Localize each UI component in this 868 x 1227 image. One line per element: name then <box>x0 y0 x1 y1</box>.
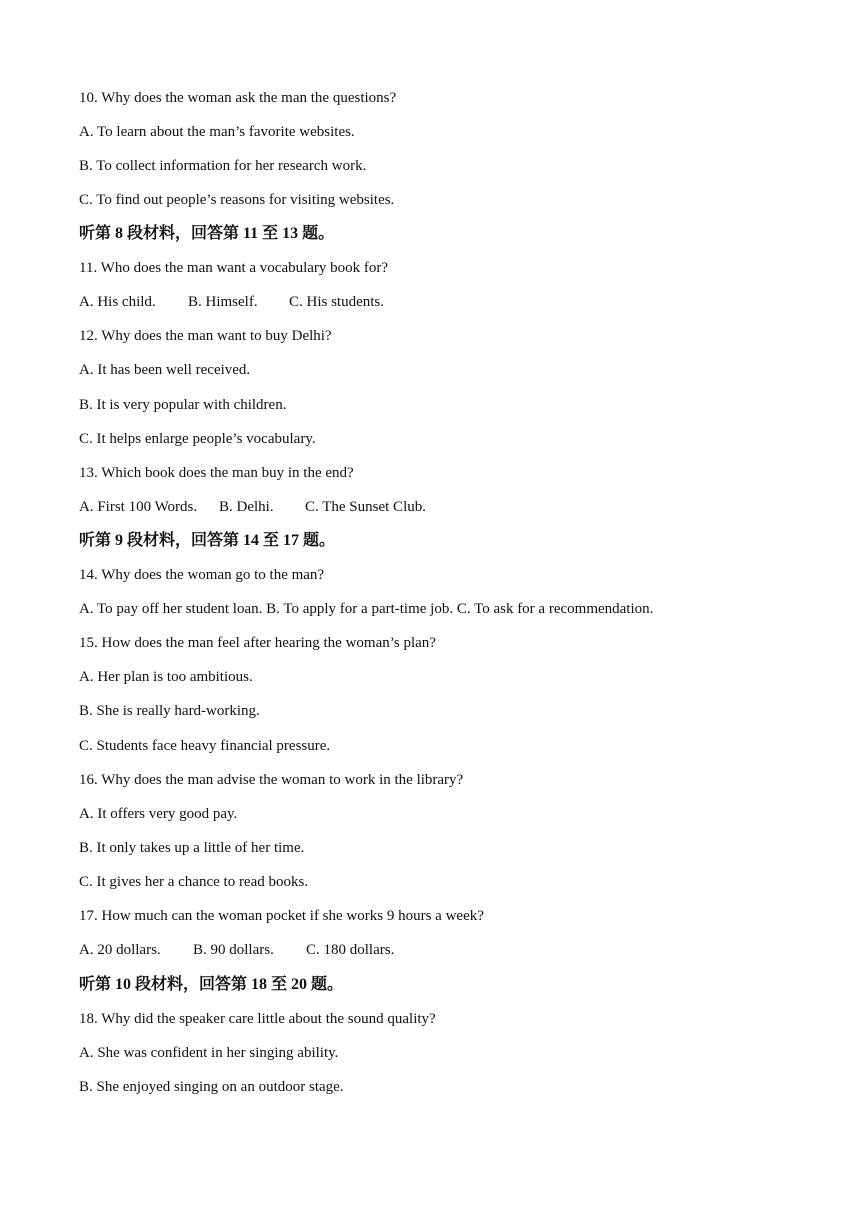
q18-option-b: B. She enjoyed singing on an outdoor stage. <box>79 1079 344 1095</box>
question-15: 15. How does the man feel after hearing the woman’s plan? <box>79 635 436 651</box>
q12-option-c: C. It helps enlarge people’s vocabulary. <box>79 431 316 447</box>
q14-option-a: A. To pay off her student loan. <box>79 601 263 617</box>
q16-option-c: C. It gives her a chance to read books. <box>79 874 309 890</box>
question-18: 18. Why did the speaker care little about the sound quality? <box>79 1011 436 1027</box>
q10-option-a: A. To learn about the man’s favorite websites. <box>79 124 355 140</box>
q15-option-b: B. She is really hard-working. <box>79 703 260 719</box>
q16-option-b: B. It only takes up a little of her time. <box>79 840 305 856</box>
question-14: 14. Why does the woman go to the man? <box>79 567 325 583</box>
q13-options <box>79 497 426 517</box>
q10-option-b: B. To collect information for her research work. <box>79 158 367 174</box>
q11-option-c: C. His students. <box>289 294 385 310</box>
question-11: 11. Who does the man want a vocabulary book for? <box>79 260 389 276</box>
section-9-heading: 听第 9 段材料，回答第 14 至 17 题。 <box>79 532 336 549</box>
q10-option-c: C. To find out people’s reasons for visiting websites. <box>79 192 395 208</box>
q16-option-a: A. It offers very good pay. <box>79 806 238 822</box>
q15-option-a: A. Her plan is too ambitious. <box>79 669 253 685</box>
question-13: 13. Which book does the man buy in the end? <box>79 465 354 481</box>
q11-options <box>79 292 384 312</box>
section-8-heading: 听第 8 段材料，回答第 11 至 13 题。 <box>79 225 335 242</box>
question-12: 12. Why does the man want to buy Delhi? <box>79 328 332 344</box>
q14-option-c: C. To ask for a recommendation. <box>456 601 654 617</box>
q14-options <box>79 599 653 619</box>
q17-option-c: C. 180 dollars. <box>306 942 395 958</box>
q12-option-b: B. It is very popular with children. <box>79 397 287 413</box>
q13-option-a: A. First 100 Words. <box>79 499 198 515</box>
q11-option-a: A. His child. <box>79 294 156 310</box>
q13-option-b: B. Delhi. <box>219 499 274 515</box>
q18-option-a: A. She was confident in her singing ability. <box>79 1045 339 1061</box>
question-16: 16. Why does the man advise the woman to work in the library? <box>79 772 464 788</box>
q17-options <box>79 940 394 960</box>
q15-option-c: C. Students face heavy financial pressure. <box>79 738 331 754</box>
q12-option-a: A. It has been well received. <box>79 362 251 378</box>
section-10-heading: 听第 10 段材料，回答第 18 至 20 题。 <box>79 976 344 993</box>
question-10: 10. Why does the woman ask the man the questions? <box>79 90 397 106</box>
q11-option-b: B. Himself. <box>188 294 258 310</box>
q17-option-b: B. 90 dollars. <box>193 942 274 958</box>
q14-option-b: B. To apply for a part-time job. <box>266 601 454 617</box>
q13-option-c: C. The Sunset Club. <box>305 499 426 515</box>
question-17: 17. How much can the woman pocket if she works 9 hours a week? <box>79 908 484 924</box>
q17-option-a: A. 20 dollars. <box>79 942 161 958</box>
